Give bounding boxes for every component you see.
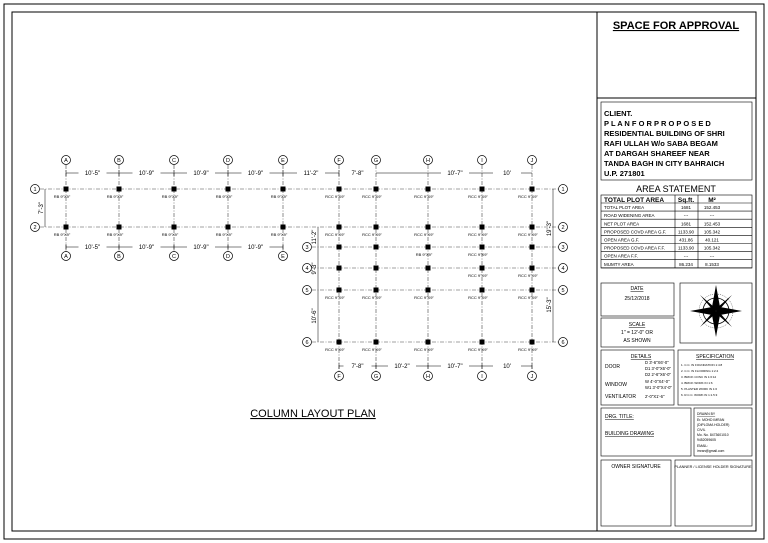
area-row-sqm: 105.342 bbox=[703, 229, 721, 235]
north-compass-icon bbox=[690, 285, 742, 337]
column-label: RCC 9"X9" bbox=[468, 295, 488, 300]
column-label: RCC 9"X9" bbox=[362, 232, 382, 237]
dimension-label: 11'-2" bbox=[303, 171, 319, 177]
column-label: RB 9"X9" bbox=[53, 232, 71, 237]
dimension-label: 10'-9" bbox=[138, 245, 155, 251]
area-row-sqft: 1681 bbox=[680, 221, 692, 227]
window-size: W 4'-0"X4'-0" bbox=[645, 379, 670, 384]
grid-bubble-bottom: G bbox=[373, 374, 379, 380]
details-heading: DETAILS bbox=[630, 354, 652, 360]
column-marker bbox=[117, 225, 122, 230]
column-marker bbox=[426, 340, 431, 345]
spec-item: 5. PLASTER WORK IN 1:6 bbox=[681, 387, 718, 391]
column-label: RCC 9"X9" bbox=[518, 347, 538, 352]
column-label: RCC 9"X9" bbox=[325, 232, 345, 237]
grid-bubble-right: 4 bbox=[561, 266, 565, 272]
dimension-label: 10' bbox=[503, 364, 511, 370]
spec-item: 1. C.C. IN FOUNDATION 1:4:8 bbox=[681, 363, 723, 367]
area-row-label: OPEN AREA G.F. bbox=[604, 237, 640, 243]
column-label: RB 9"X9" bbox=[415, 252, 433, 257]
dimension-label: 10'-6" bbox=[312, 308, 318, 324]
column-label: RCC 9"X9" bbox=[414, 194, 434, 199]
column-label: RCC 9"X9" bbox=[414, 232, 434, 237]
column-label: RB 9"X9" bbox=[161, 194, 179, 199]
specification-list bbox=[681, 363, 722, 397]
area-row-sqft: --- bbox=[683, 213, 689, 219]
column-label: RCC 9"X9" bbox=[414, 295, 434, 300]
column-marker bbox=[530, 266, 535, 271]
area-col-header: TOTAL PLOT AREA bbox=[604, 197, 665, 204]
drawn-by-line: 9452059605 bbox=[697, 438, 716, 442]
column-marker bbox=[117, 187, 122, 192]
grid-bubble-top: H bbox=[426, 158, 430, 164]
column-marker bbox=[480, 225, 485, 230]
column-label: RB 9"X9" bbox=[215, 194, 233, 199]
grid-bubble-left: 6 bbox=[305, 340, 309, 346]
grid-bubble-top: E bbox=[281, 158, 285, 164]
column-marker bbox=[64, 187, 69, 192]
dimension-label: 10'-2" bbox=[394, 364, 410, 370]
client-line: U.P. 271801 bbox=[604, 169, 645, 178]
drawn-by-line: (DIPLOMA HOLDER) bbox=[697, 423, 730, 427]
column-label: RCC 9"X9" bbox=[325, 295, 345, 300]
column-marker bbox=[337, 225, 342, 230]
scale-label: SCALE bbox=[628, 322, 646, 328]
grid-bubble-right: 6 bbox=[561, 340, 565, 346]
spec-item: 3. BRICK CONC IN 1:6:12 bbox=[681, 375, 717, 379]
client-block bbox=[604, 109, 725, 178]
planner-signature-label: PLANNER / LICENSE HOLDER SIGNATURE bbox=[674, 465, 752, 469]
dimension-label: 9'-3" bbox=[312, 262, 318, 275]
client-line: AT DARGAH SHAREEF NEAR bbox=[604, 149, 710, 158]
grid-bubble-top: C bbox=[172, 158, 176, 164]
column-marker bbox=[480, 245, 485, 250]
column-marker bbox=[226, 225, 231, 230]
grid-bubble-bottom: J bbox=[530, 374, 534, 380]
dimension-label: 10'-5" bbox=[84, 171, 101, 177]
spec-item: 6. R.C.C. WORK IN 1:1.5:3 bbox=[681, 393, 718, 397]
grid-bubble-left: 4 bbox=[305, 266, 309, 272]
grid-bubble-top: G bbox=[373, 158, 379, 164]
client-line: RESIDENTIAL BUILDING OF SHRI bbox=[604, 129, 725, 138]
drg-title-value: BUILDING DRAWING bbox=[605, 431, 654, 437]
spec-item: 2. C.C. IN FLOORING 1:2:4 bbox=[681, 369, 719, 373]
dimension-label: 10' bbox=[503, 171, 511, 177]
grid-bubble-right: 2 bbox=[561, 225, 565, 231]
column-layout-plan bbox=[31, 156, 568, 381]
column-marker bbox=[426, 288, 431, 293]
column-marker bbox=[480, 340, 485, 345]
client-line: TANDA BAGH IN CITY BAHRAICH bbox=[604, 159, 725, 168]
drawn-by-line: CIVIL bbox=[697, 428, 706, 432]
column-marker bbox=[426, 187, 431, 192]
area-row-label: PROPOSED COVD AREA F.F. bbox=[604, 245, 666, 251]
dimension-label: 10'-9" bbox=[138, 171, 155, 177]
column-label: RCC 9"X9" bbox=[325, 347, 345, 352]
column-label: RB 9"X9" bbox=[106, 232, 124, 237]
dimension-label: 7'-8" bbox=[351, 171, 364, 177]
column-label: RCC 9"X9" bbox=[518, 232, 538, 237]
area-row-label: PROPOSED COVD AREA G.F. bbox=[604, 229, 667, 235]
column-marker bbox=[337, 245, 342, 250]
grid-bubble-top: A bbox=[64, 158, 68, 164]
dimension-label: 10'-7" bbox=[447, 171, 463, 177]
dimension-label: 19'-3" bbox=[547, 220, 553, 237]
column-label: RCC 9"X9" bbox=[468, 347, 488, 352]
dimension-label: 15'-3" bbox=[547, 297, 553, 313]
area-row-sqft: 1133.90 bbox=[678, 229, 694, 235]
door-label: DOOR bbox=[605, 364, 620, 370]
column-label: RB 9"X9" bbox=[215, 232, 233, 237]
grid-bubble-left: 1 bbox=[33, 187, 37, 193]
area-row-label: TOTAL PLOT AREA bbox=[604, 205, 645, 211]
column-marker bbox=[374, 225, 379, 230]
column-marker bbox=[337, 187, 342, 192]
grid-bubble-bottom: A bbox=[64, 254, 68, 260]
column-marker bbox=[374, 340, 379, 345]
area-row-sqft: 431.86 bbox=[679, 237, 693, 243]
dimension-label: 7'-8" bbox=[351, 364, 364, 370]
client-line: RAFI ULLAH W/o SABA BEGAM bbox=[604, 139, 718, 148]
column-marker bbox=[337, 288, 342, 293]
column-label: RCC 9"X9" bbox=[325, 194, 345, 199]
client-heading: CLIENT. bbox=[604, 109, 633, 118]
column-marker bbox=[374, 288, 379, 293]
area-col-header: M² bbox=[708, 197, 716, 204]
grid-bubble-left: 2 bbox=[33, 225, 37, 231]
outer-border bbox=[4, 4, 764, 539]
column-label: RCC 9"X9" bbox=[362, 295, 382, 300]
grid-bubble-top: F bbox=[337, 158, 341, 164]
door-size: D2 2'-6"X6'-0" bbox=[645, 372, 671, 377]
plan-title: COLUMN LAYOUT PLAN bbox=[250, 408, 376, 420]
column-marker bbox=[480, 187, 485, 192]
dimension-label: 10'-9" bbox=[247, 245, 264, 251]
grid-bubble-top: D bbox=[226, 158, 230, 164]
drawn-by-line: EMAIL: bbox=[697, 444, 709, 448]
window-size: W1 3'-0"X4'-0" bbox=[645, 385, 672, 390]
column-label: RCC 9"X9" bbox=[518, 273, 538, 278]
column-marker bbox=[426, 266, 431, 271]
grid-bubble-bottom: B bbox=[117, 254, 121, 260]
grid-bubble-bottom: F bbox=[337, 374, 341, 380]
door-size: D 3'-6"X6'-0" bbox=[645, 360, 669, 365]
grid-bubble-top: J bbox=[530, 158, 534, 164]
column-marker bbox=[480, 266, 485, 271]
column-label: RB 9"X9" bbox=[106, 194, 124, 199]
column-marker bbox=[64, 225, 69, 230]
column-marker bbox=[374, 266, 379, 271]
column-marker bbox=[480, 288, 485, 293]
grid-bubble-left: 3 bbox=[305, 245, 309, 251]
area-row-sqft: 1133.90 bbox=[678, 245, 694, 251]
area-row-sqm: 105.342 bbox=[703, 245, 721, 251]
column-marker bbox=[226, 187, 231, 192]
area-row-label: ROAD WIDENING AREA bbox=[604, 213, 655, 219]
scale-value-2: AS SHOWN bbox=[623, 338, 651, 344]
area-row-sqm: --- bbox=[709, 253, 715, 259]
grid-bubble-top: B bbox=[117, 158, 121, 164]
column-label: RB 9"X9" bbox=[53, 194, 71, 199]
grid-bubble-right: 5 bbox=[561, 288, 565, 294]
approval-title: SPACE FOR APPROVAL bbox=[612, 20, 740, 32]
column-label: RCC 9"X9" bbox=[414, 347, 434, 352]
dimension-label: 10'-5" bbox=[84, 245, 101, 251]
area-row-sqm: --- bbox=[709, 213, 715, 219]
column-label: RB 9"X9" bbox=[161, 232, 179, 237]
column-label: RCC 9"X9" bbox=[468, 273, 488, 278]
grid-bubble-left: 5 bbox=[305, 288, 309, 294]
column-marker bbox=[281, 225, 286, 230]
area-row-label: MUMTY AREA bbox=[604, 261, 634, 267]
drg-title-label: DRG. TITLE: bbox=[605, 414, 634, 420]
column-label: RCC 9"X9" bbox=[362, 347, 382, 352]
column-marker bbox=[530, 340, 535, 345]
grid-bubble-bottom: I bbox=[481, 374, 483, 380]
date-value: 25/12/2018 bbox=[624, 296, 650, 302]
column-label: RCC 9"X9" bbox=[362, 194, 382, 199]
column-label: RCC 9"X9" bbox=[468, 252, 488, 257]
column-marker bbox=[374, 187, 379, 192]
dimension-label: 10'-9" bbox=[247, 171, 264, 177]
column-label: RCC 9"X9" bbox=[518, 295, 538, 300]
specification-heading: SPECIFICATION bbox=[696, 354, 734, 360]
area-row-sqm: 152.453 bbox=[703, 221, 721, 227]
dimension-label: 10'-9" bbox=[193, 171, 209, 177]
area-col-header: Sq.ft. bbox=[677, 197, 695, 204]
dimension-label: 11'-2" bbox=[312, 229, 318, 245]
area-row-sqft: --- bbox=[683, 253, 689, 259]
dimension-label: 7'-3" bbox=[39, 202, 45, 214]
column-label: RCC 9"X9" bbox=[468, 194, 488, 199]
window-label: WINDOW bbox=[605, 382, 627, 388]
column-label: RB 9"X9" bbox=[270, 194, 288, 199]
drawn-by-line: Mo. No. 8473601010 bbox=[697, 433, 729, 437]
column-label: RCC 9"X9" bbox=[468, 232, 488, 237]
ventilator-size: 2'-0"X1'-6" bbox=[645, 394, 665, 399]
area-row-sqm: 8.1533 bbox=[705, 261, 719, 267]
grid-bubble-bottom: E bbox=[281, 254, 285, 260]
column-marker bbox=[426, 225, 431, 230]
area-statement-heading: AREA STATEMENT bbox=[636, 184, 716, 194]
column-marker bbox=[172, 225, 177, 230]
column-marker bbox=[530, 225, 535, 230]
column-label: RB 9"X9" bbox=[270, 232, 288, 237]
drawn-by-line: Er. MOHD IMRAN bbox=[697, 418, 725, 422]
client-line: P L A N F O R P R O P O S E D bbox=[604, 119, 711, 128]
area-row-sqft: 1681 bbox=[680, 205, 692, 211]
area-row-label: NET PLOT AREA bbox=[604, 221, 640, 227]
column-marker bbox=[172, 187, 177, 192]
column-marker bbox=[337, 266, 342, 271]
area-row-sqft: 86.234 bbox=[679, 261, 693, 267]
owner-signature-label: OWNER SIGNATURE bbox=[611, 464, 661, 470]
dimension-label: 10'-7" bbox=[447, 364, 463, 370]
area-row-label: OPEN AREA F.F. bbox=[604, 253, 639, 259]
drawn-by-line: imran@gmail.com bbox=[697, 449, 725, 453]
grid-bubble-bottom: D bbox=[226, 254, 230, 260]
area-row-sqm: 40.121 bbox=[705, 237, 719, 243]
scale-value: 1" = 12'-0" OR bbox=[621, 330, 653, 336]
column-marker bbox=[530, 245, 535, 250]
column-marker bbox=[337, 340, 342, 345]
area-table bbox=[601, 195, 752, 268]
column-label: RCC 9"X9" bbox=[518, 194, 538, 199]
column-marker bbox=[426, 245, 431, 250]
dimension-label: 10'-9" bbox=[193, 245, 209, 251]
grid-bubble-top: I bbox=[481, 158, 483, 164]
area-row-sqm: 152.453 bbox=[703, 205, 721, 211]
grid-bubble-bottom: H bbox=[426, 374, 430, 380]
door-size: D1 3'-0"X6'-0" bbox=[645, 366, 671, 371]
column-marker bbox=[530, 187, 535, 192]
column-marker bbox=[281, 187, 286, 192]
grid-bubble-bottom: C bbox=[172, 254, 176, 260]
column-marker bbox=[374, 245, 379, 250]
grid-bubble-right: 3 bbox=[561, 245, 565, 251]
ventilator-label: VENTILATOR bbox=[605, 394, 636, 400]
drawn-by-label: DRAWN BY bbox=[697, 412, 716, 416]
grid-bubble-right: 1 bbox=[561, 187, 565, 193]
spec-item: 4. BRICK WORK IN 1:6 bbox=[681, 381, 713, 385]
inner-border bbox=[12, 12, 756, 531]
column-marker bbox=[530, 288, 535, 293]
date-label: DATE bbox=[630, 286, 644, 292]
